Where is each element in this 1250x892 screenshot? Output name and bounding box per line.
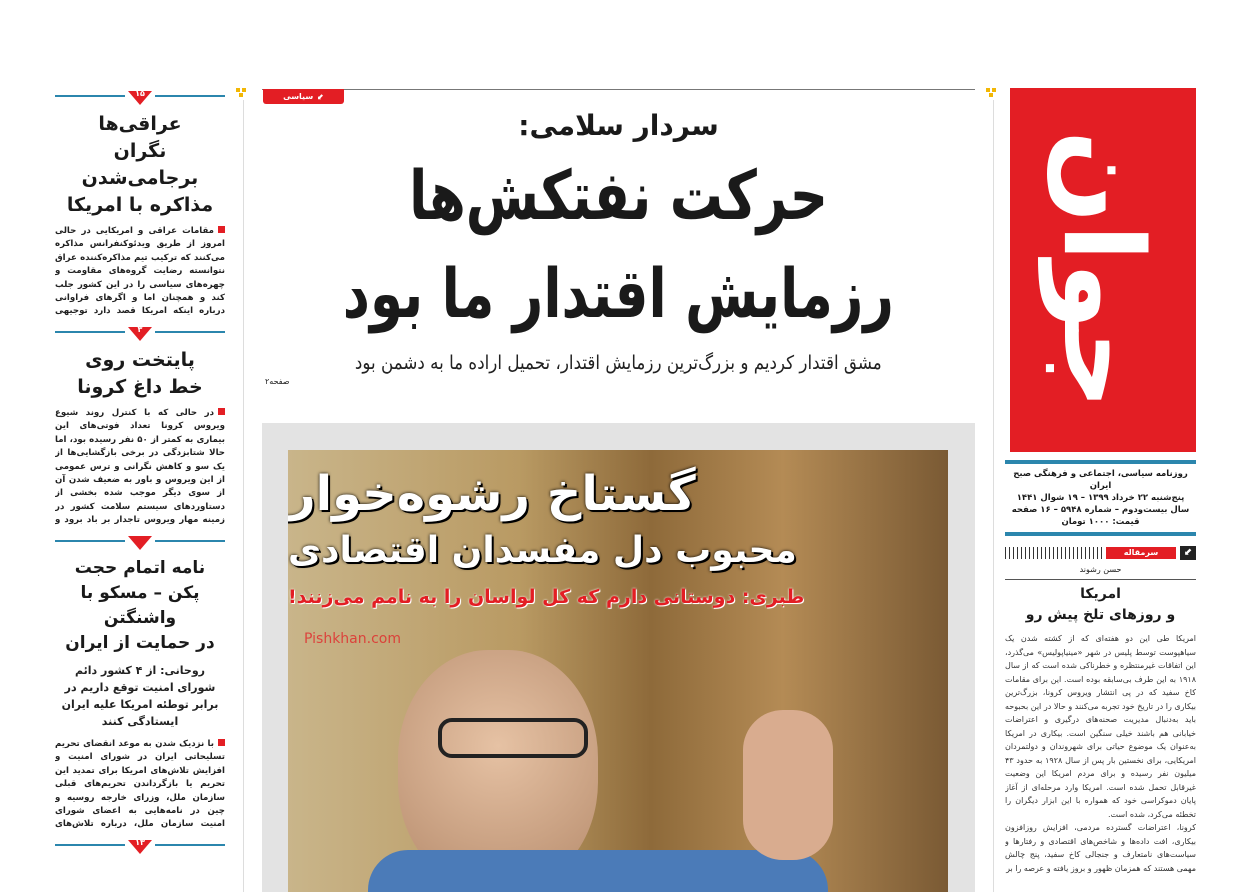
person-shirt <box>368 850 828 892</box>
photo-subtitle: محبوب دل مفسدان اقتصادی <box>288 530 797 571</box>
rule <box>1005 579 1196 580</box>
arrow-icon: ⬋ <box>1180 546 1196 560</box>
left-column <box>55 91 225 892</box>
watermark: Pishkhan.com <box>304 631 401 647</box>
cover-photo[interactable] <box>288 450 948 892</box>
masthead-info: روزنامه سیاسی، اجتماعی و فرهنگی صبح ایران پنج‌شنبه ۲۲ خرداد ۱۳۹۹ – ۱۹ شوال ۱۴۴۱ سال بیست‌ودوم – شماره ۵۹۴۸ – ۱۶ صفحه قیمت: ۱۰۰۰ تومان <box>1011 469 1190 527</box>
ornament-icon <box>236 88 246 98</box>
editorial-body: امریکا طی این دو هفته‌ای که از کشته شدن یک سیاهپوست توسط پلیس در شهر «مینیاپولیس» می‌گذرد، این اتفاقات غیرمنتظره و خطرناکی شده است که از سال ۱۹۱۸ به این طرف بی‌سابقه بوده است. این برای مقامات کاخ سفید که در پی انتشار ویروس کرونا، بزرگ‌ترین بیکاری را در تاریخ خود تجربه می‌کنند و حالا در این بحبوحه باید به‌دنبال مدیریت صحنه‌های درگیری و اعتراضات خیابانی هم باشند خیلی سنگین است. بیکاری در امریکا به‌عنوان یک موضوع حیاتی برای شهروندان و دولتمردان امریکایی، برای نخستین بار پس از سال ۱۹۲۸ به حدود ۴۳ میلیون نفر رسیده و برای مردم امریکا این وضعیت غیرقابل تحمل شده است. امریکا وارد مرحله‌ای از آغاز پایان دموکراسی خود که همواره با این ابزار دیگران را تخطئه می‌کرد، شده است. کرونا، اعتراضات گسترده مردمی، افزایش روزافزون بیکاری، افت داده‌ها و شاخص‌های اقتصادی و رفتارها و سیاست‌های نامتعارف و جنجالی کاخ سفید، پنج چالش مهمی هستند که همزمان ظهور و بروز یافته و عرصه را بر <box>1005 634 1196 873</box>
headline-block <box>262 108 975 423</box>
editorial-author: حسن رشوند <box>1079 565 1122 574</box>
page-marker <box>55 536 225 550</box>
glasses-icon <box>438 718 588 758</box>
page-marker: ۱۵ <box>55 91 225 105</box>
story-title[interactable]: پایتخت روی خط داغ کرونا <box>77 349 203 398</box>
section-tag[interactable]: ⬋ سیاسی <box>263 89 344 104</box>
top-rule <box>262 89 975 90</box>
column-divider <box>993 100 994 892</box>
page-ref[interactable]: صفحه۲ <box>265 377 290 386</box>
editorial-header <box>1005 546 1196 560</box>
photo-title: گستاخ رشوه‌خوار <box>288 466 696 522</box>
hand <box>743 710 833 860</box>
rule <box>1005 532 1196 536</box>
ornament-icon <box>986 88 996 98</box>
editorial-title[interactable]: امریکا و روزهای تلخ پیش رو <box>1025 586 1176 623</box>
story-subtitle: روحانی: از ۴ کشور دائم شورای امنیت توقع داریم در برابر توطئه امریکا علیه ایران ایستادگی کنند <box>61 664 219 728</box>
right-column <box>1005 460 1196 892</box>
arrow-icon: ⬋ <box>317 92 324 101</box>
story-body: در حالی که با کنترل روند شیوع ویروس کرونا تعداد فوتی‌های این بیماری به کمتر از ۵۰ نفر رسیده بود، اما حالا شتابزدگی در برخی بازگشایی‌ها از یک سو و کاهش نگرانی و ترس عمومی از این ویروس و باور به ضعیف شدن آن از سوی دیگر موجب شده بخشی از دستاوردهای سیستم سلامت کشور در زمینه مهار ویروس تاجدار بر باد برود و <box>55 408 225 526</box>
photo-quote: طبری: دوستانی دارم که کل لواسان را به نامم می‌زنند! <box>288 586 805 608</box>
column-divider <box>243 100 244 892</box>
story-body: مقامات عراقی و امریکایی در حالی امروز از طریق ویدئوکنفرانس مذاکره می‌کنند که ترکیب تیم مذاکره‌کننده عراق نتوانسته رضایت گروه‌های مقاومت و چهره‌های سیاسی را در این کشور جلب کند و همچنان اما و اگرهای فراوانی درباره اینکه امریکا قصد دارد توجیهی <box>55 226 225 317</box>
barcode-stripes <box>1005 547 1102 559</box>
photo-text <box>288 464 918 610</box>
masthead-logo[interactable]: جوان <box>1010 88 1196 452</box>
kicker: سردار سلامی: <box>518 109 719 142</box>
story-body: با نزدیک شدن به موعد انقضای تحریم تسلیحاتی ایران در شورای امنیت و افزایش تلاش‌های امریکا برای تمدید این تحریم یا بازگرداندن تحریم‌های قبلی سازمان ملل، وزرای خارجه روسیه و چین در نامه‌هایی به اعضای شورای امنیت سازمان ملل، درباره تلاش‌های <box>55 739 225 830</box>
story-title[interactable]: عراقی‌ها نگران برجامی‌شدن مذاکره با امریکا <box>66 113 214 216</box>
rule <box>1005 460 1196 464</box>
story-title[interactable]: نامه اتمام حجت پکن – مسکو با واشنگتن در حمایت از ایران <box>65 558 215 653</box>
editorial-label[interactable]: سرمقاله <box>1106 547 1176 559</box>
main-headline[interactable]: حرکت نفتکش‌ها رزمایش اقتدار ما بود <box>342 157 895 334</box>
deck: مشق اقتدار کردیم و بزرگ‌ترین رزمایش اقتدار، تحمیل اراده ما به دشمن بود <box>355 352 882 374</box>
page-marker: ۱۳ <box>55 840 225 854</box>
page-marker: ۳ <box>55 327 225 341</box>
